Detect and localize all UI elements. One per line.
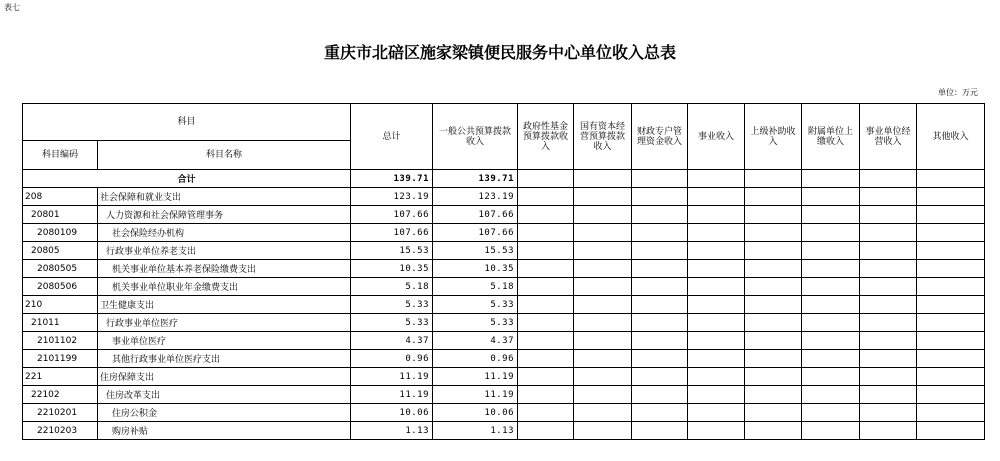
empty-cell [802, 332, 860, 350]
empty-cell [574, 422, 632, 440]
empty-cell [745, 332, 802, 350]
empty-cell [632, 314, 688, 332]
table-row [23, 422, 985, 440]
empty-cell [574, 278, 632, 296]
empty-cell [917, 260, 985, 278]
empty-cell [745, 386, 802, 404]
table-row [23, 278, 985, 296]
empty-cell [917, 314, 985, 332]
empty-cell [860, 368, 917, 386]
empty-cell [688, 188, 745, 206]
row-code: 21011 [23, 314, 98, 332]
header-state-capital: 国有资本经营预算拨款收入 [574, 104, 632, 170]
row-code: 221 [23, 368, 98, 386]
empty-cell [518, 188, 574, 206]
empty-cell [518, 278, 574, 296]
empty-cell [802, 368, 860, 386]
empty-cell [860, 278, 917, 296]
row-general-budget: 0.96 [433, 350, 518, 368]
header-name: 科目名称 [98, 141, 351, 170]
empty-cell [574, 368, 632, 386]
empty-cell [574, 404, 632, 422]
empty-cell [574, 206, 632, 224]
total-row [23, 170, 985, 188]
empty-cell [917, 368, 985, 386]
header-other-income: 其他收入 [917, 104, 985, 170]
empty-cell [860, 332, 917, 350]
unit-label: 单位：万元 [938, 88, 978, 97]
row-general-budget: 123.19 [433, 188, 518, 206]
empty-cell [518, 350, 574, 368]
row-code: 20801 [23, 206, 98, 224]
row-general-budget: 5.18 [433, 278, 518, 296]
row-total: 15.53 [351, 242, 433, 260]
row-name: 机关事业单位基本养老保险缴费支出 [98, 260, 351, 278]
empty-cell [688, 332, 745, 350]
empty-cell [745, 422, 802, 440]
empty-cell [632, 224, 688, 242]
empty-cell [632, 278, 688, 296]
row-total: 5.33 [351, 314, 433, 332]
row-general-budget: 10.06 [433, 404, 518, 422]
row-code: 210 [23, 296, 98, 314]
table-row [23, 188, 985, 206]
empty-cell [745, 296, 802, 314]
row-total: 5.33 [351, 296, 433, 314]
empty-cell [917, 386, 985, 404]
empty-cell [688, 242, 745, 260]
table-row [23, 404, 985, 422]
page-title: 重庆市北碚区施家梁镇便民服务中心单位收入总表 [323, 43, 676, 62]
row-code: 2080506 [23, 278, 98, 296]
table-row [23, 368, 985, 386]
row-code: 2080109 [23, 224, 98, 242]
row-name: 社会保险经办机构 [98, 224, 351, 242]
header-operating-income: 事业单位经营收入 [860, 104, 917, 170]
header-code: 科目编码 [23, 141, 98, 170]
row-name: 机关事业单位职业年金缴费支出 [98, 278, 351, 296]
row-general-budget: 15.53 [433, 242, 518, 260]
row-total: 11.19 [351, 386, 433, 404]
empty-cell [574, 386, 632, 404]
empty-cell [632, 188, 688, 206]
empty-cell [574, 296, 632, 314]
row-general-budget: 11.19 [433, 368, 518, 386]
empty-cell [688, 350, 745, 368]
empty-cell [802, 188, 860, 206]
empty-cell [574, 350, 632, 368]
empty-cell [917, 332, 985, 350]
header-total: 总计 [351, 104, 433, 170]
empty-cell [860, 350, 917, 368]
header-subject: 科目 [23, 104, 351, 141]
empty-cell [632, 206, 688, 224]
row-total: 0.96 [351, 350, 433, 368]
empty-cell [802, 278, 860, 296]
empty-cell [860, 404, 917, 422]
empty-cell [917, 404, 985, 422]
empty-cell [745, 260, 802, 278]
total-sum: 139.71 [351, 170, 433, 188]
row-code: 2101199 [23, 350, 98, 368]
empty-cell [745, 224, 802, 242]
empty-cell [632, 422, 688, 440]
empty-cell [860, 386, 917, 404]
empty-cell [860, 242, 917, 260]
row-name: 卫生健康支出 [98, 296, 351, 314]
empty-cell [860, 422, 917, 440]
row-general-budget: 5.33 [433, 296, 518, 314]
empty-cell [917, 296, 985, 314]
empty-cell [802, 422, 860, 440]
empty-cell [688, 224, 745, 242]
empty-cell [860, 206, 917, 224]
row-total: 11.19 [351, 368, 433, 386]
empty-cell [860, 314, 917, 332]
row-total: 10.06 [351, 404, 433, 422]
empty-cell [688, 206, 745, 224]
row-name: 住房改革支出 [98, 386, 351, 404]
empty-cell [917, 206, 985, 224]
empty-cell [745, 278, 802, 296]
row-name: 其他行政事业单位医疗支出 [98, 350, 351, 368]
row-code: 20805 [23, 242, 98, 260]
empty-cell [518, 260, 574, 278]
empty-cell [745, 350, 802, 368]
empty-cell [802, 350, 860, 368]
empty-cell [688, 386, 745, 404]
row-code: 2210203 [23, 422, 98, 440]
row-code: 2210201 [23, 404, 98, 422]
table-row [23, 314, 985, 332]
empty-cell [860, 296, 917, 314]
empty-cell [632, 368, 688, 386]
empty-cell [802, 404, 860, 422]
empty-cell [632, 332, 688, 350]
empty-cell [632, 386, 688, 404]
row-code: 22102 [23, 386, 98, 404]
empty-cell [518, 224, 574, 242]
row-name: 行政事业单位医疗 [98, 314, 351, 332]
empty-cell [632, 260, 688, 278]
total-general: 139.71 [433, 170, 518, 188]
row-total: 123.19 [351, 188, 433, 206]
row-name: 住房保障支出 [98, 368, 351, 386]
empty-cell [688, 314, 745, 332]
header-fiscal-account: 财政专户管理资金收入 [632, 104, 688, 170]
empty-cell [745, 188, 802, 206]
row-total: 1.13 [351, 422, 433, 440]
empty-cell [632, 350, 688, 368]
total-label: 合计 [23, 170, 351, 188]
empty-cell [574, 224, 632, 242]
empty-cell [518, 404, 574, 422]
empty-cell [802, 206, 860, 224]
empty-cell [745, 404, 802, 422]
row-name: 人力资源和社会保障管理事务 [98, 206, 351, 224]
empty-cell [688, 422, 745, 440]
income-summary-table [22, 103, 985, 440]
empty-cell [802, 260, 860, 278]
empty-cell [632, 404, 688, 422]
empty-cell [688, 278, 745, 296]
empty-cell [860, 260, 917, 278]
row-general-budget: 5.33 [433, 314, 518, 332]
row-general-budget: 107.66 [433, 224, 518, 242]
header-general-budget: 一般公共预算拨款收入 [433, 104, 518, 170]
row-total: 107.66 [351, 224, 433, 242]
empty-cell [917, 224, 985, 242]
table-row [23, 242, 985, 260]
table-row [23, 260, 985, 278]
empty-cell [518, 368, 574, 386]
empty-cell [518, 206, 574, 224]
empty-cell [860, 188, 917, 206]
empty-cell [745, 242, 802, 260]
empty-cell [574, 314, 632, 332]
empty-cell [632, 296, 688, 314]
empty-cell [917, 278, 985, 296]
empty-cell [518, 242, 574, 260]
row-general-budget: 1.13 [433, 422, 518, 440]
empty-cell [574, 242, 632, 260]
empty-cell [745, 206, 802, 224]
empty-cell [688, 296, 745, 314]
empty-cell [518, 332, 574, 350]
empty-cell [917, 188, 985, 206]
table-row [23, 296, 985, 314]
empty-cell [632, 242, 688, 260]
row-total: 5.18 [351, 278, 433, 296]
empty-cell [917, 350, 985, 368]
table-row [23, 224, 985, 242]
empty-cell [802, 314, 860, 332]
header-gov-fund: 政府性基金预算拨款收入 [518, 104, 574, 170]
empty-cell [802, 242, 860, 260]
row-general-budget: 107.66 [433, 206, 518, 224]
empty-cell [802, 386, 860, 404]
row-code: 2101102 [23, 332, 98, 350]
empty-cell [917, 242, 985, 260]
row-name: 住房公积金 [98, 404, 351, 422]
row-name: 购房补贴 [98, 422, 351, 440]
empty-cell [745, 314, 802, 332]
row-total: 10.35 [351, 260, 433, 278]
table-row [23, 386, 985, 404]
row-total: 4.37 [351, 332, 433, 350]
empty-cell [917, 422, 985, 440]
row-general-budget: 11.19 [433, 386, 518, 404]
empty-cell [802, 296, 860, 314]
empty-cell [574, 188, 632, 206]
row-general-budget: 10.35 [433, 260, 518, 278]
row-name: 行政事业单位养老支出 [98, 242, 351, 260]
empty-cell [688, 368, 745, 386]
empty-cell [518, 422, 574, 440]
empty-cell [688, 404, 745, 422]
row-general-budget: 4.37 [433, 332, 518, 350]
empty-cell [745, 368, 802, 386]
empty-cell [518, 296, 574, 314]
empty-cell [860, 224, 917, 242]
header-superior-subsidy: 上级补助收入 [745, 104, 802, 170]
row-code: 2080505 [23, 260, 98, 278]
table-row [23, 332, 985, 350]
empty-cell [574, 332, 632, 350]
table-row [23, 350, 985, 368]
row-code: 208 [23, 188, 98, 206]
table-number-label: 表七 [4, 3, 20, 12]
empty-cell [802, 224, 860, 242]
header-affiliate-income: 附属单位上缴收入 [802, 104, 860, 170]
header-business-income: 事业收入 [688, 104, 745, 170]
empty-cell [518, 386, 574, 404]
empty-cell [518, 314, 574, 332]
row-name: 事业单位医疗 [98, 332, 351, 350]
row-name: 社会保障和就业支出 [98, 188, 351, 206]
empty-cell [688, 260, 745, 278]
table-row [23, 206, 985, 224]
row-total: 107.66 [351, 206, 433, 224]
empty-cell [574, 260, 632, 278]
